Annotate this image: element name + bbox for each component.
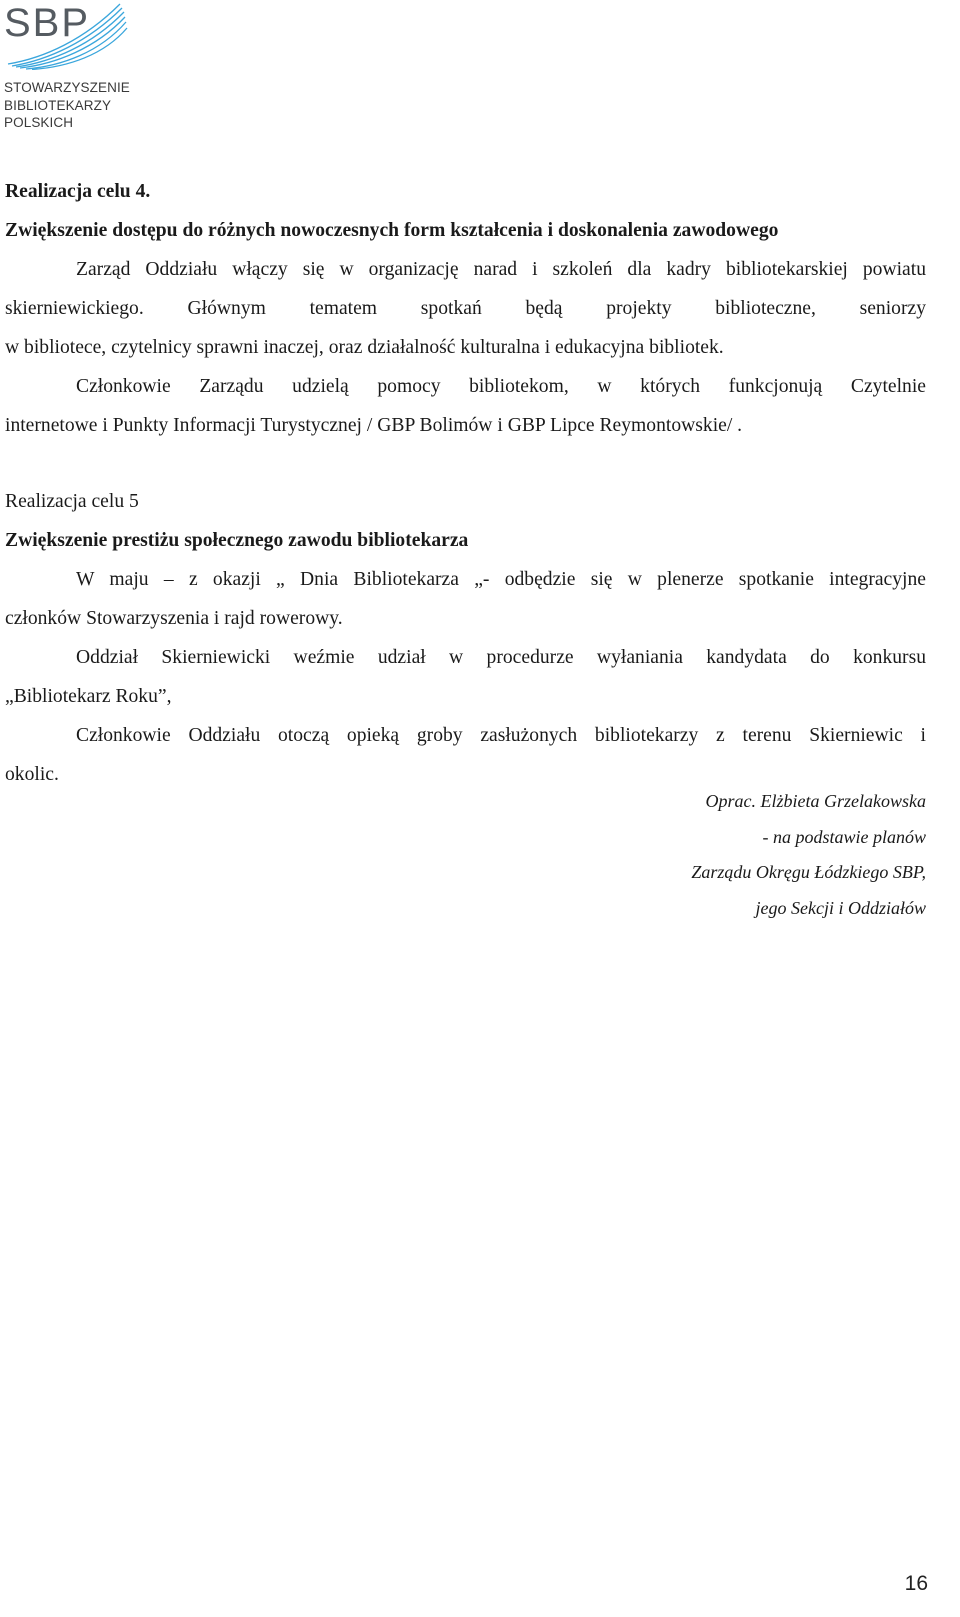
sbp-logo — [4, 0, 164, 140]
paragraph-line: w bibliotece, czytelnicy sprawni inaczej, oraz działalność kulturalna i edukacyjna bibliotek. — [5, 337, 724, 358]
logo-text — [4, 79, 130, 132]
paragraph-line: członków Stowarzyszenia i rajd rowerowy. — [5, 608, 343, 629]
paragraph-line: Zarząd Oddziału włączy się w organizację narad i szkoleń dla kadry bibliotekarskiej powiatu — [76, 259, 926, 280]
logo-text-line: POLSKICH — [4, 115, 74, 130]
signature-line: Zarządu Okręgu Łódzkiego SBP, — [691, 862, 926, 882]
document-body — [5, 172, 926, 794]
paragraph-line: skierniewickiego. Głównym tematem spotkań będą projekty biblioteczne, seniorzy — [5, 298, 926, 319]
signature-line: Oprac. Elżbieta Grzelakowska — [705, 791, 926, 811]
sbp-mark-text: SBP — [4, 1, 91, 45]
logo-text-line: STOWARZYSZENIE — [4, 80, 130, 95]
paragraph-line: internetowe i Punkty Informacji Turystycznej / GBP Bolimów i GBP Lipce Reymontowskie/ . — [5, 415, 743, 436]
paragraph-line: Członkowie Oddziału otoczą opieką groby zasłużonych bibliotekarzy z terenu Skierniewic i — [76, 725, 926, 746]
section-4-heading: Realizacja celu 4. — [5, 181, 151, 202]
paragraph-line: okolic. — [5, 764, 59, 785]
logo-text-line: BIBLIOTEKARZY — [4, 97, 112, 113]
paragraph-line: „Bibliotekarz Roku”, — [5, 686, 172, 707]
section-5-subheading: Zwiększenie prestiżu społecznego zawodu bibliotekarza — [5, 530, 469, 551]
signature-line: - na podstawie planów — [762, 826, 926, 847]
section-5-heading: Realizacja celu 5 — [5, 491, 139, 512]
paragraph-line: Członkowie Zarządu udzielą pomocy bibliotekom, w których funkcjonują Czytelnie — [76, 376, 926, 397]
paragraph-line: Oddział Skierniewicki weźmie udział w procedurze wyłaniania kandydata do konkursu — [76, 647, 926, 668]
sbp-wave-logo-icon — [4, 0, 129, 70]
author-signature — [691, 784, 926, 926]
section-spacer — [5, 445, 926, 482]
section-4-subheading: Zwiększenie dostępu do różnych nowoczesnych form kształcenia i doskonalenia zawodowego — [5, 220, 779, 241]
signature-line: jego Sekcji i Oddziałów — [755, 897, 926, 918]
page-number: 16 — [904, 1572, 928, 1595]
paragraph-line: W maju – z okazji „ Dnia Bibliotekarza „- odbędzie się w plenerze spotkanie integracyjne — [76, 569, 926, 590]
